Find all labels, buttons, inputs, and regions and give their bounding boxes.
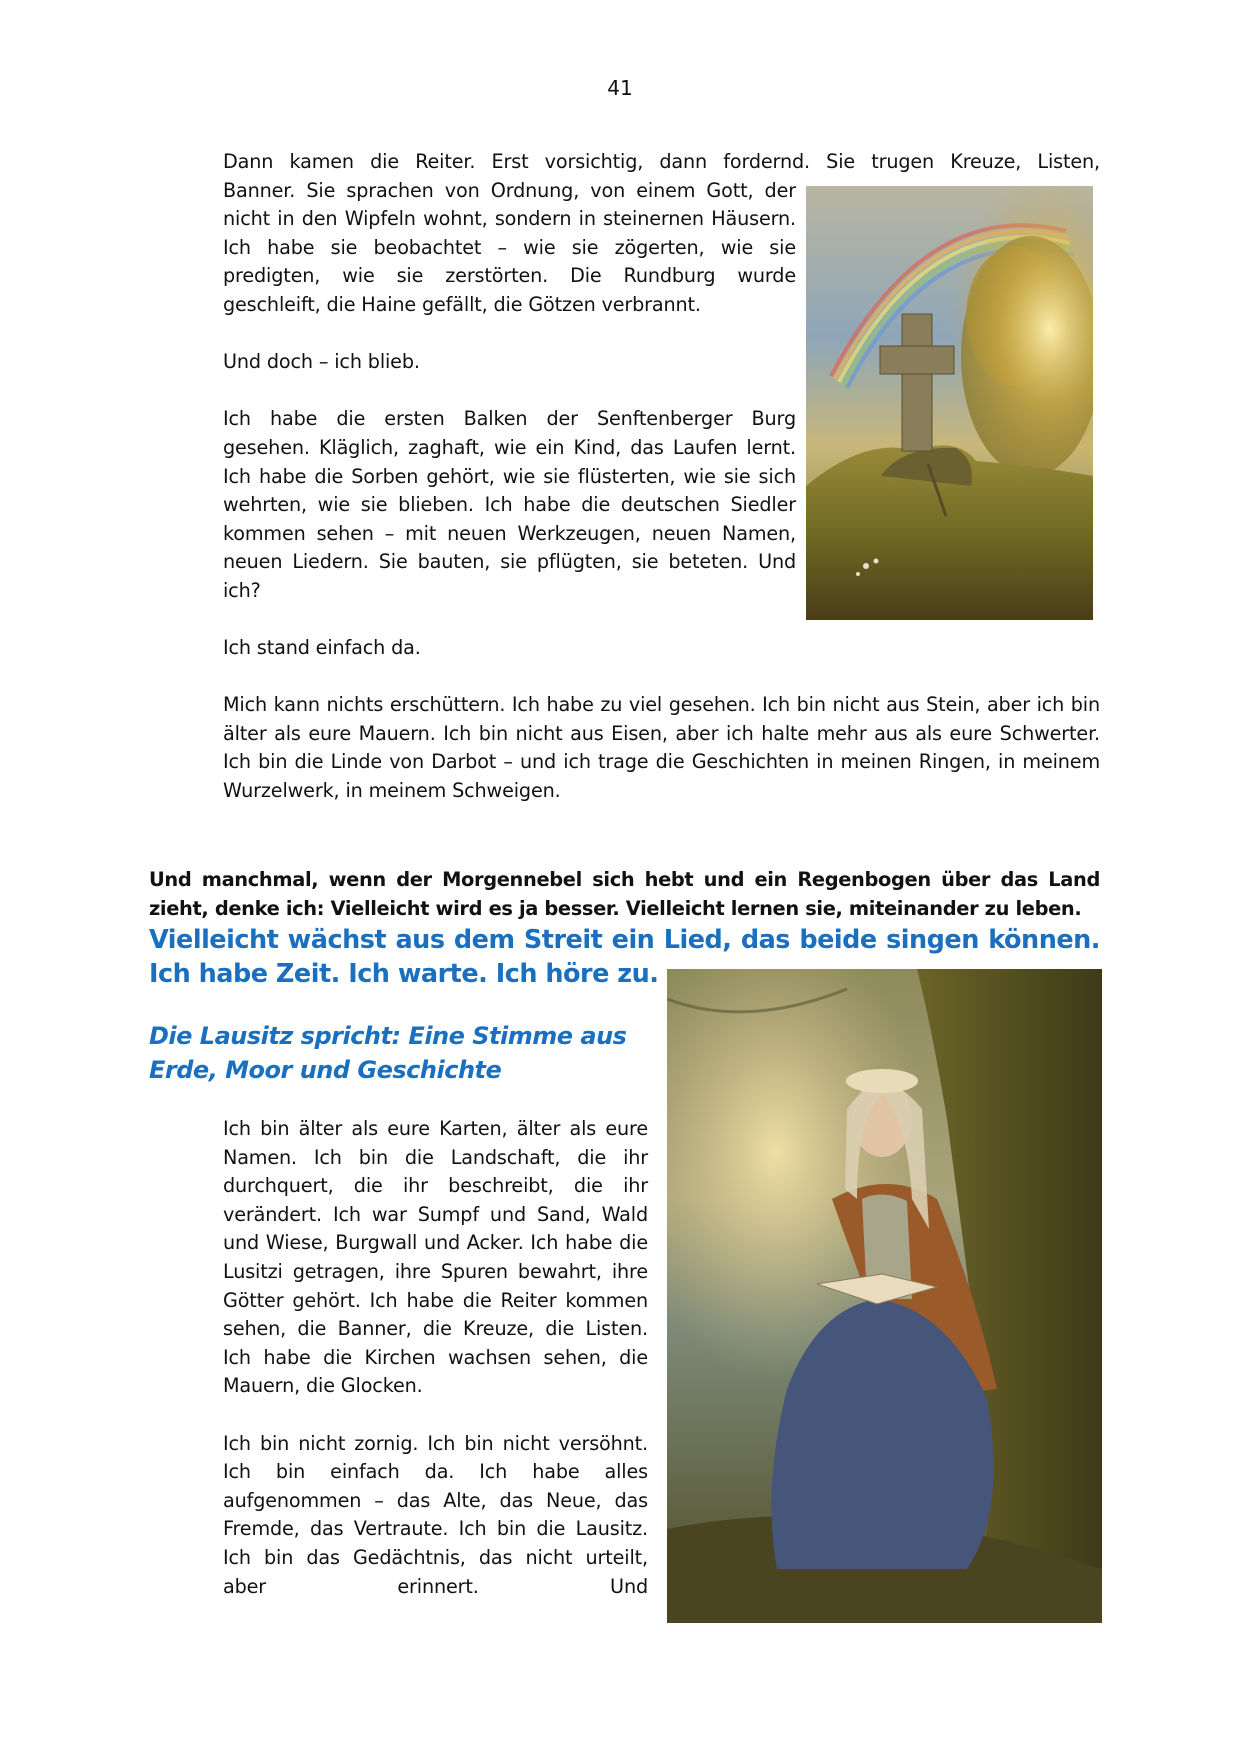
paragraph: Ich stand einfach da.: [223, 636, 421, 660]
paragraph: Ich bin älter als eure Karten, älter als eure Namen. Ich bin die Landschaft, die ihr durchquert, die ihr beschreibt, die ihr verändert. Ich war Sumpf und Sand, Wald und Wiese, Burgwall und Acker. Ich habe die Lusitzi getragen, ihre Spuren bewahrt, ihre Götter gehört. Ich habe die Reiter kommen sehen, die Banner, die Kreuze, die Listen. Ich habe die Kirchen wachsen sehen, die Mauern, die Glocken.: [223, 1117, 648, 1398]
paragraph: Und doch – ich blieb.: [223, 350, 420, 374]
lower-text-block: [223, 1115, 648, 1601]
page-number: 41: [607, 76, 633, 100]
bold-paragraph: Und manchmal, wenn der Morgennebel sich hebt und ein Regenbogen über das Land zieht, denke ich: Vielleicht wird es ja besser. Vielleicht lernen sie, miteinander zu leben.: [149, 868, 1100, 920]
highlighted-paragraph: Vielleicht wächst aus dem Streit ein Lied, das beide singen können. Ich habe Zeit. Ich warte. Ich höre zu.: [149, 925, 1100, 989]
upper-text-block: [223, 148, 1100, 806]
section-heading: Die Lausitz spricht: Eine Stimme aus Erde, Moor und Geschichte: [149, 1022, 627, 1084]
paragraph: Dann kamen die Reiter. Erst vorsichtig, dann fordernd. Sie trugen Kreuze, Listen,: [223, 150, 1100, 173]
paragraph: Ich habe die ersten Balken der Senftenberger Burg gesehen. Kläglich, zaghaft, wie ein Kind, das Laufen lernt. Ich habe die Sorben gehört, wie sie flüsterten, wie sie sich wehrten, wie sie blieben. Ich habe die deutschen Siedler kommen sehen – mit neuen Werkzeugen, neuen Namen, neuen Liedern. Sie bauten, sie pflügten, sie beteten. Und ich?: [223, 407, 796, 602]
paragraph: Ich bin nicht zornig. Ich bin nicht versöhnt. Ich bin einfach da. Ich habe alles aufgenommen – das Alte, das Neue, das Fremde, das Vertraute. Ich bin die Lausitz. Ich bin das Gedächtnis, das nicht urteilt, aber erinnert. Und: [223, 1431, 648, 1598]
paragraph: Banner. Sie sprachen von Ordnung, von einem Gott, der nicht in den Wipfeln wohnt, sondern in steinernen Häusern. Ich habe sie beobachtet – wie sie zögerten, wie sie predigten, wie sie zerstörten. Die Rundburg wurde geschleift, die Haine gefällt, die Götzen verbrannt.: [223, 178, 796, 316]
image-float-spacer: [796, 177, 1100, 617]
paragraph: Mich kann nichts erschüttern. Ich habe zu viel gesehen. Ich bin nicht aus Stein, aber ich bin älter als eure Mauern. Ich bin nicht aus Eisen, aber ich halte mehr aus als eure Schwerter. Ich bin die Linde von Darbot – und ich trage die Geschichten in meinen Ringen, in meinem Wurzelwerk, in meinem Schweigen.: [223, 693, 1100, 803]
woman-reading-painting: [667, 969, 1102, 1623]
